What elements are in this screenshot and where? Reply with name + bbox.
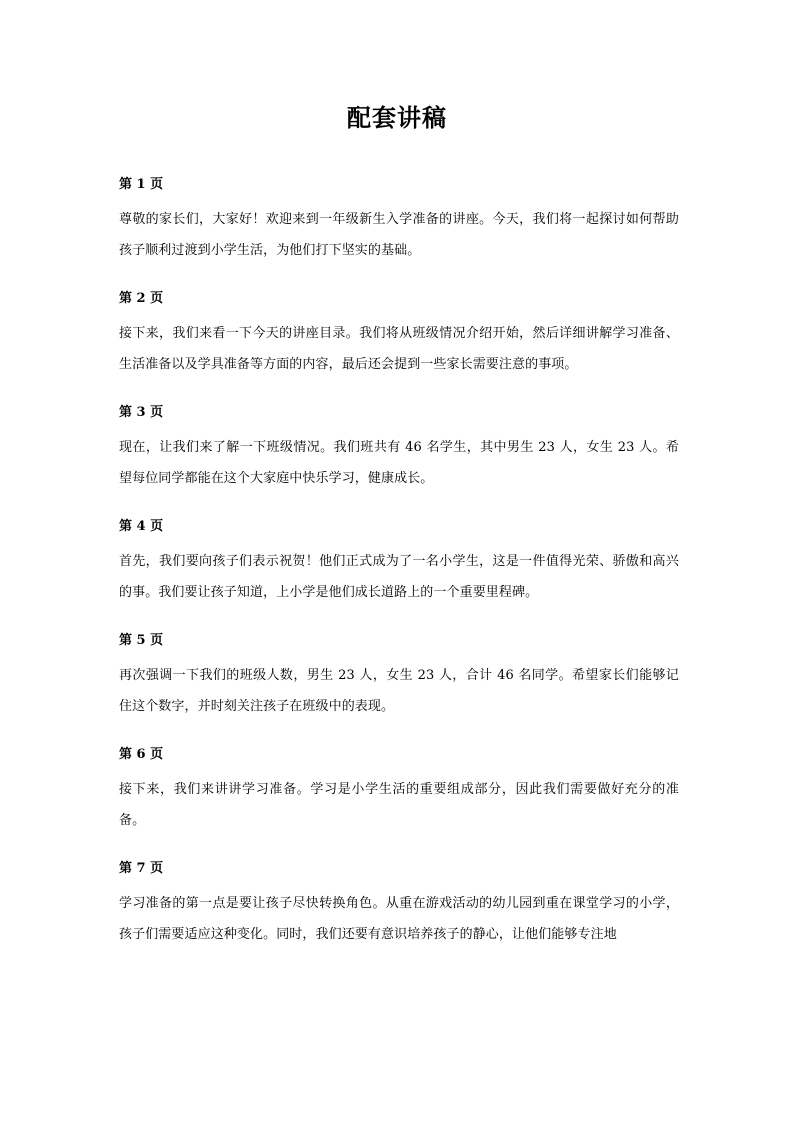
section-heading: 第 5 页 <box>119 633 164 648</box>
section-page-3 <box>119 403 679 494</box>
lecture-sections <box>119 175 679 973</box>
section-body: 首先，我们要向孩子们表示祝贺！他们正式成为了一名小学生，这是一件值得光荣、骄傲和高兴的事。我们要让孩子知道，上小学是他们成长道路上的一个重要里程碑。 <box>119 554 679 600</box>
section-heading: 第 2 页 <box>119 291 164 306</box>
section-page-2 <box>119 289 679 380</box>
section-page-5 <box>119 631 679 722</box>
section-heading: 第 7 页 <box>119 861 164 876</box>
section-page-6 <box>119 745 679 836</box>
section-body: 现在，让我们来了解一下班级情况。我们班共有 46 名学生，其中男生 23 人，女生 23 人。希望每位同学都能在这个大家庭中快乐学习，健康成长。 <box>119 440 679 486</box>
section-heading: 第 4 页 <box>119 519 164 534</box>
document-title: 配套讲稿 <box>347 103 447 132</box>
section-body: 学习准备的第一点是要让孩子尽快转换角色。从重在游戏活动的幼儿园到重在课堂学习的小学，孩子们需要适应这种变化。同时，我们还要有意识培养孩子的静心，让他们能够专注地 <box>119 896 679 942</box>
section-page-7 <box>119 859 679 950</box>
section-heading: 第 1 页 <box>119 177 164 192</box>
section-body: 尊敬的家长们，大家好！欢迎来到一年级新生入学准备的讲座。今天，我们将一起探讨如何帮助孩子顺利过渡到小学生活，为他们打下坚实的基础。 <box>119 212 679 258</box>
section-heading: 第 3 页 <box>119 405 164 420</box>
section-page-1 <box>119 175 679 266</box>
section-page-4 <box>119 517 679 608</box>
section-body: 接下来，我们来讲讲学习准备。学习是小学生活的重要组成部分，因此我们需要做好充分的准备。 <box>119 782 679 828</box>
section-body: 接下来，我们来看一下今天的讲座目录。我们将从班级情况介绍开始，然后详细讲解学习准备、生活准备以及学具准备等方面的内容，最后还会提到一些家长需要注意的事项。 <box>119 326 679 372</box>
section-heading: 第 6 页 <box>119 747 164 762</box>
section-body: 再次强调一下我们的班级人数，男生 23 人，女生 23 人，合计 46 名同学。希望家长们能够记住这个数字，并时刻关注孩子在班级中的表现。 <box>119 668 679 714</box>
